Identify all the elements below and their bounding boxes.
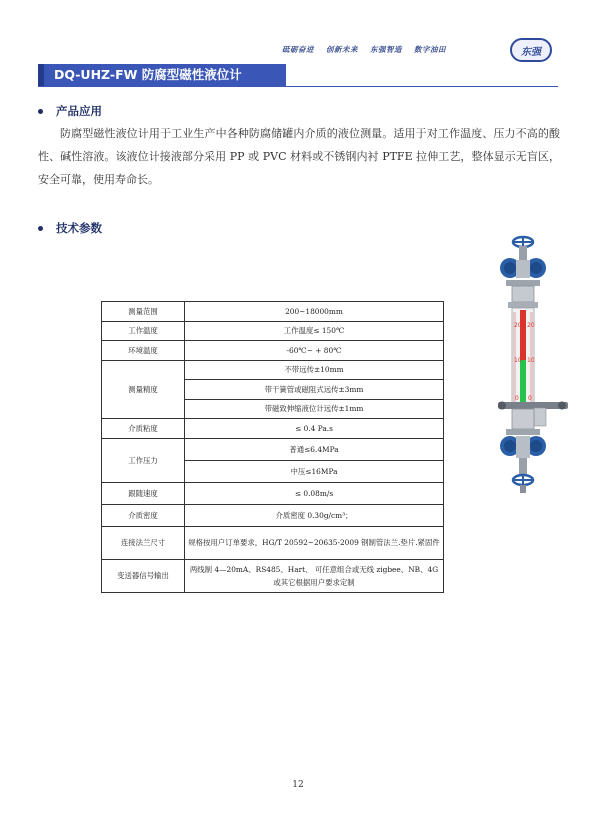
- speed-label: 跟随速度: [102, 482, 185, 504]
- table-row: [102, 504, 444, 526]
- range-value: 200~18000mm: [185, 302, 444, 322]
- parameters-heading: [38, 220, 102, 236]
- header-slogans: [282, 44, 446, 55]
- logo-text: 东强: [521, 46, 541, 58]
- application-heading: [38, 103, 102, 119]
- accuracy-value-3: 带磁致伸缩液位计远传±1mm: [185, 399, 444, 419]
- slogan-1: 砥砺奋进: [282, 45, 314, 54]
- application-heading-text: 产品应用: [56, 104, 102, 118]
- accuracy-value-1: 不带远传±10mm: [185, 360, 444, 380]
- env-value: -60℃~ + 80℃: [185, 341, 444, 361]
- temp-value: 工作温度≤ 150℃: [185, 321, 444, 341]
- scale-left-20: 20: [514, 322, 522, 329]
- pressure-value-2: 中压≤16MPa: [185, 460, 444, 482]
- valve-bottom-icon: [500, 436, 546, 493]
- table-row: [102, 321, 444, 341]
- signal-label: 变送器信号输出: [102, 559, 185, 592]
- density-label: 介质密度: [102, 504, 185, 526]
- pressure-value-1: 普通≤6.4MPa: [185, 438, 444, 460]
- speed-value: ≤ 0.08m/s: [185, 482, 444, 504]
- parameters-heading-text: 技术参数: [56, 221, 102, 235]
- pressure-label: 工作压力: [102, 438, 185, 482]
- scale-right-10: 10: [527, 357, 535, 364]
- slogan-4: 数字油田: [414, 45, 446, 54]
- slogan-3: 东强智造: [370, 45, 402, 54]
- accuracy-value-2: 带干簧管或磁阻式远传±3mm: [185, 380, 444, 400]
- table-row: [102, 526, 444, 559]
- table-row: [102, 341, 444, 361]
- table-row: [102, 482, 444, 504]
- table-row: [102, 360, 444, 380]
- table-row: [102, 438, 444, 460]
- temp-label: 工作温度: [102, 321, 185, 341]
- viscosity-value: ≤ 0.4 Pa.s: [185, 419, 444, 439]
- company-logo: [510, 38, 552, 62]
- scale-left-0: 0: [515, 395, 519, 402]
- scale-left-10: 10: [514, 357, 522, 364]
- flange-value: 规格按用户订单要求，HG/T 20592~20635-2009 钢制管法兰.垫片.紧固件: [185, 526, 444, 559]
- slogan-2: 创新未来: [326, 45, 358, 54]
- table-row: [102, 302, 444, 322]
- level-gauge-illustration: [496, 232, 570, 494]
- title-divider: [38, 86, 558, 87]
- range-label: 测量范围: [102, 302, 185, 322]
- env-label: 环境温度: [102, 341, 185, 361]
- table-row: [102, 559, 444, 592]
- application-paragraph: 防腐型磁性液位计用于工业生产中各种防腐储罐内介质的液位测量。适用于对工作温度、压力不高的酸性、碱性溶液。该液位计接液部分采用 PP 或 PVC 材料或不锈钢内衬 PTFE 拉伸工艺，整体显示无盲区，安全可靠，使用寿命长。: [38, 127, 560, 186]
- page-number: 12: [292, 780, 304, 790]
- page-title: DQ-UHZ-FW 防腐型磁性液位计: [38, 64, 286, 86]
- bullet-icon: [38, 109, 43, 114]
- spec-table: [101, 301, 444, 593]
- flange-label: 连接法兰尺寸: [102, 526, 185, 559]
- indicator-column: [512, 308, 535, 408]
- table-row: [102, 419, 444, 439]
- accuracy-label: 测量精度: [102, 360, 185, 419]
- viscosity-label: 介质粘度: [102, 419, 185, 439]
- density-value: 介质密度 0.30g/cm³；: [185, 504, 444, 526]
- scale-right-20: 20: [527, 322, 535, 329]
- bullet-icon: [38, 226, 43, 231]
- signal-value: 两线制 4—20mA、RS485、Hart、 可任意组合或无线 zigbee、NB、4G 或其它根据用户要求定制: [185, 559, 444, 592]
- scale-right-0: 0: [528, 395, 532, 402]
- valve-top-icon: [500, 237, 546, 286]
